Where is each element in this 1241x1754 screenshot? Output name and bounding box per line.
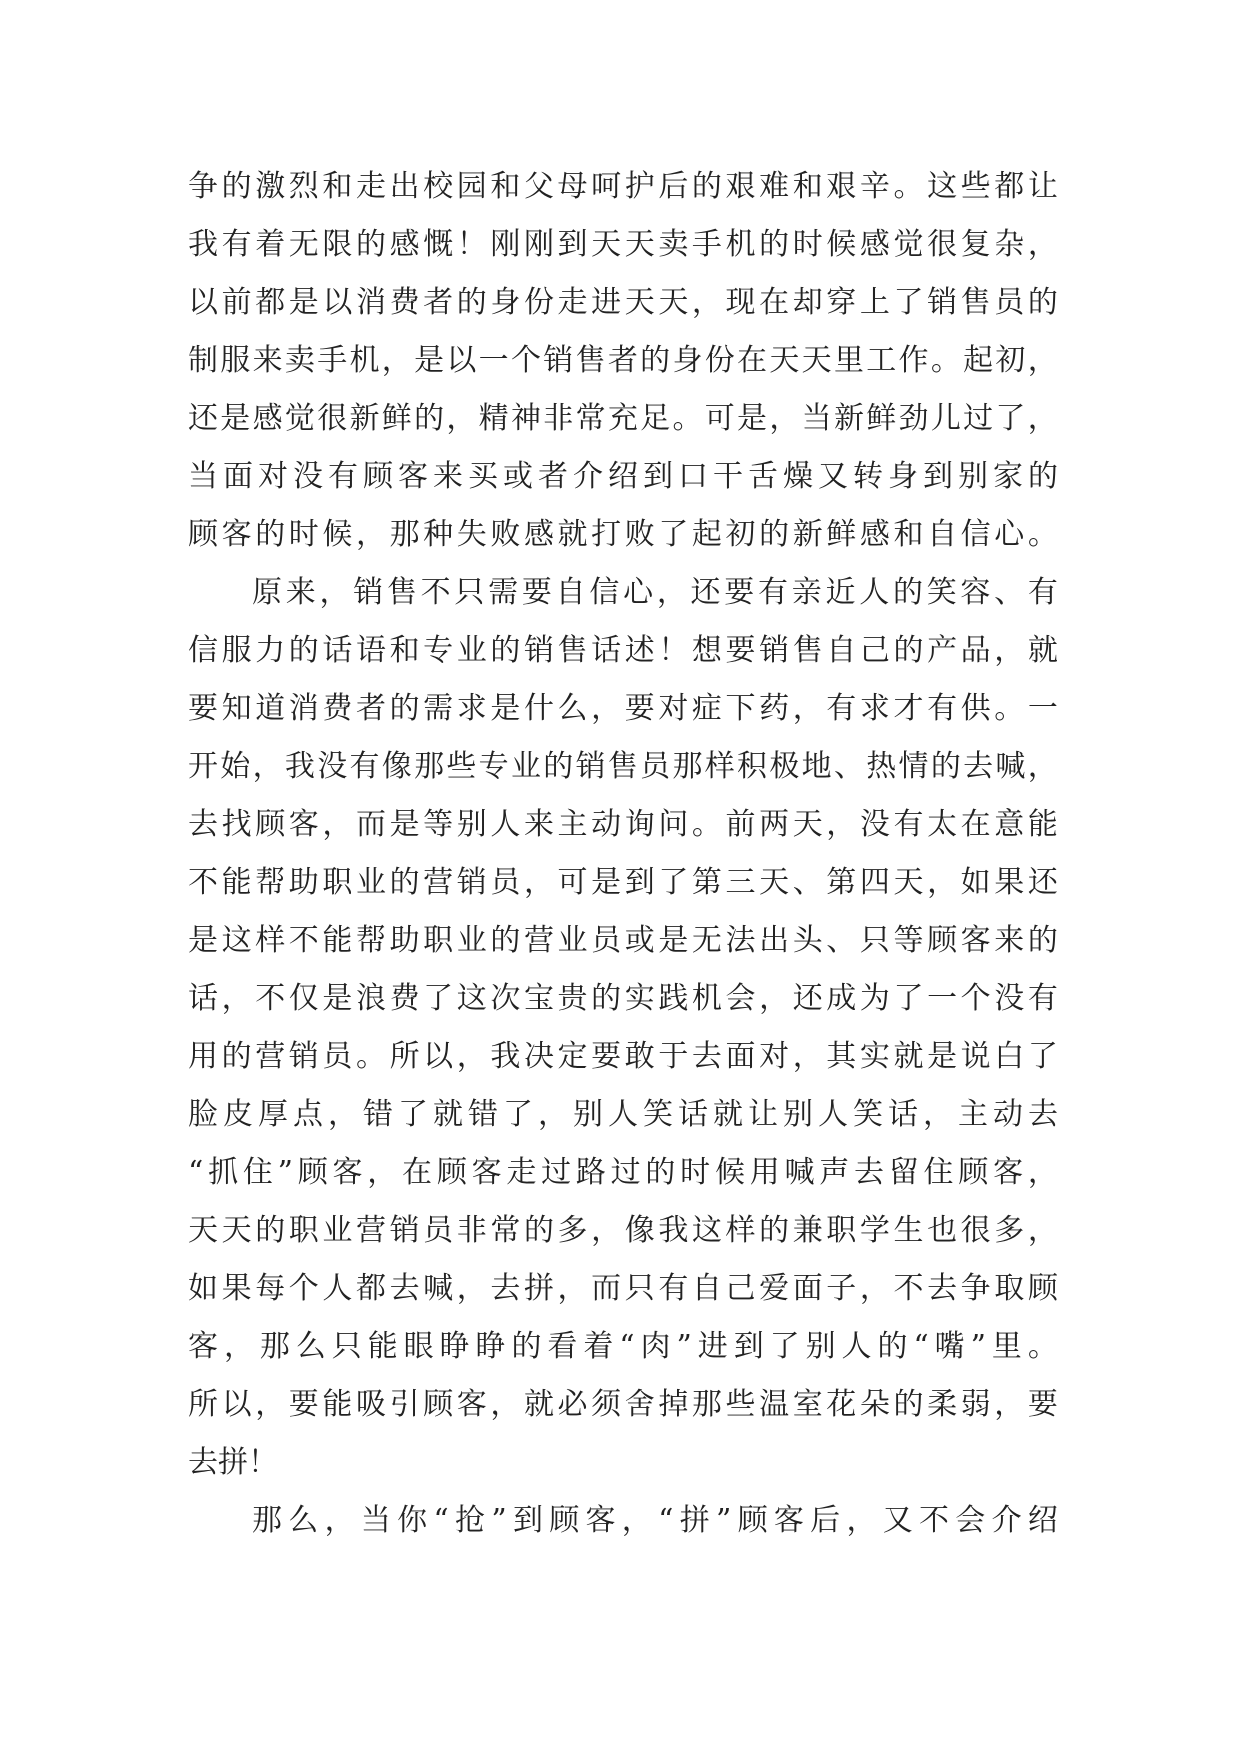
text-line: 用 的 营 销 员 。 所 以 ， 我 决 定 要 敢 于 去 面 对 ， 其 实 就 是 说 白 了: [188, 1039, 1058, 1074]
text-line: 当 面 对 没 有 顾 客 来 买 或 者 介 绍 到 口 干 舌 燥 又 转 身 到 别 家 的: [188, 459, 1058, 494]
text-line: 原 来 ， 销 售 不 只 需 要 自 信 心 ， 还 要 有 亲 近 人 的 笑 容 、 有: [252, 575, 1058, 610]
text-line: 话 ， 不 仅 是 浪 费 了 这 次 宝 贵 的 实 践 机 会 ， 还 成 为 了 一 个 没 有: [188, 981, 1058, 1016]
text-line: 如 果 每 个 人 都 去 喊 ， 去 拼 ， 而 只 有 自 己 爱 面 子 ， 不 去 争 取 顾: [188, 1271, 1058, 1306]
text-line: 争 的 激 烈 和 走 出 校 园 和 父 母 呵 护 后 的 艰 难 和 艰 辛 。 这 些 都 让: [188, 169, 1058, 204]
text-line: 客 ， 那 么 只 能 眼 睁 睁 的 看 着 “ 肉 ” 进 到 了 别 人 的 “ 嘴 ” 里 。: [188, 1329, 1058, 1364]
text-line: 还 是 感 觉 很 新 鲜 的 ， 精 神 非 常 充 足 。 可 是 ， 当 新 鲜 劲 儿 过 了 ，: [188, 401, 1058, 436]
text-line: “ 抓 住 ” 顾 客 ， 在 顾 客 走 过 路 过 的 时 候 用 喊 声 去 留 住 顾 客 ，: [188, 1155, 1058, 1190]
text-line: 那 么 ， 当 你 “ 抢 ” 到 顾 客 ， “ 拼 ” 顾 客 后 ， 又 不 会 介 绍: [252, 1503, 1058, 1538]
text-line: 脸 皮 厚 点 ， 错 了 就 错 了 ， 别 人 笑 话 就 让 别 人 笑 话 ， 主 动 去: [188, 1097, 1058, 1132]
text-line: 开 始 ， 我 没 有 像 那 些 专 业 的 销 售 员 那 样 积 极 地 、 热 情 的 去 喊 ，: [188, 749, 1058, 784]
text-line: 所 以 ， 要 能 吸 引 顾 客 ， 就 必 须 舍 掉 那 些 温 室 花 朵 的 柔 弱 ， 要: [188, 1387, 1058, 1422]
text-line: 天 天 的 职 业 营 销 员 非 常 的 多 ， 像 我 这 样 的 兼 职 学 生 也 很 多 ，: [188, 1213, 1058, 1248]
text-line: 要 知 道 消 费 者 的 需 求 是 什 么 ， 要 对 症 下 药 ， 有 求 才 有 供 。 一: [188, 691, 1058, 726]
text-line: 不 能 帮 助 职 业 的 营 销 员 ， 可 是 到 了 第 三 天 、 第 四 天 ， 如 果 还: [188, 865, 1058, 900]
text-line: 是 这 样 不 能 帮 助 职 业 的 营 业 员 或 是 无 法 出 头 、 只 等 顾 客 来 的: [188, 923, 1058, 958]
document-body: [188, 158, 1058, 1550]
text-line: 顾 客 的 时 候 ， 那 种 失 败 感 就 打 败 了 起 初 的 新 鲜 感 和 自 信 心 。: [188, 517, 1058, 552]
text-line: 信 服 力 的 话 语 和 专 业 的 销 售 话 述 ！ 想 要 销 售 自 己 的 产 品 ， 就: [188, 633, 1058, 668]
text-line: 去 拼 ！: [188, 1445, 278, 1480]
text-line: 以 前 都 是 以 消 费 者 的 身 份 走 进 天 天 ， 现 在 却 穿 上 了 销 售 员 的: [188, 285, 1058, 320]
text-line: 我 有 着 无 限 的 感 慨 ！ 刚 刚 到 天 天 卖 手 机 的 时 候 感 觉 很 复 杂 ，: [188, 227, 1058, 262]
text-line: 去 找 顾 客 ， 而 是 等 别 人 来 主 动 询 问 。 前 两 天 ， 没 有 太 在 意 能: [188, 807, 1058, 842]
text-line: 制 服 来 卖 手 机 ， 是 以 一 个 销 售 者 的 身 份 在 天 天 里 工 作 。 起 初 ，: [188, 343, 1058, 378]
